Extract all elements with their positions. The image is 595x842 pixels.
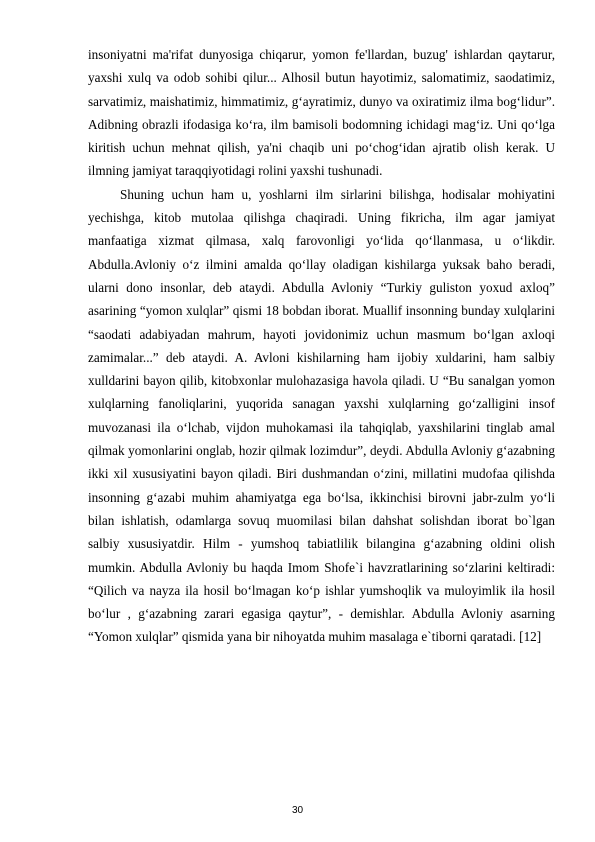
paragraph-1: insoniyatni ma'rifat dunyosiga chiqarur, yomon fe'llardan, buzug' ishlardan qaytarur, yaxshi xulq va odob sohibi qilur... Alhosil butun hayotimiz, salomatimiz, saodatimiz, sarvatimiz, maishatimiz, himmatimiz, g‘ayratimiz, dunyo va oxiratimiz ilma bog‘lidur”. Adibning obrazli ifodasiga ko‘ra, ilm bamisoli bodomning ichidagi mag‘iz. Uni qo‘lga kiritish uchun mehnat qilish, ya'ni chaqib uni po‘chog‘idan ajratib olish kerak. U ilmning jamiyat taraqqiyotidagi rolini yaxshi tushunadi. xyxy=(88,47,555,179)
paragraph-2: Shuning uchun ham u, yoshlarni ilm sirlarini bilishga, hodisalar mohiyatini yechishga, kitob mutolaa qilishga chaqiradi. Uning fikricha, ilm agar jamiyat manfaatiga xizmat qilmasa, xalq farovonligi yo‘lida qo‘llanmasa, u o‘likdir. Abdulla.Avloniy o‘z ilmini amalda qo‘llay oladigan kishilarga yuksak baho beradi, ularni dono insonlar, deb ataydi. Abdulla Avloniy “Turkiy guliston yoxud axloq” asarining “yomon xulqlar” qismi 18 bobdan iborat. Muallif insonning bunday xulqlarini “saodati adabiyadan mahrum, hayoti jovidonimiz uchun masmum bo‘lgan axloqi zamimalar...” deb ataydi. A. Avloni kishilarning ham ijobiy xuldarini, ham salbiy xulldarini bayon qilib, kitobxonlar mulohazasiga havola qiladi. U “Bu sanalgan yomon xulqlarning fanoliqlarini, yuqorida sanagan yaxshi xulqlarning go‘zalligini insof muvozanasi ila o‘lchab, vijdon muhokamasi ila tahqiqlab, yaxshilarini tinglab amal qilmak yomonlarini onglab, hozir qilmak lozimdur”, deydi. Abdulla Avloniy g‘azabning ikki xil xususiyatini bayon qiladi. Biri dushmandan o‘zini, millatini mudofaa qilishda insonning g‘azabi muhim ahamiyatga ega bo‘lsa, ikkinchisi birovni jabr-zulm yo‘li bilan ishlatish, odamlarga sovuq muomilasi bilan dahshat solishdan iborat bo`lgan salbiy xususiyatdir. Hilm - yumshoq tabiatlilik bilangina g‘azabning oldini olish mumkin. Abdulla Avloniy bu haqda Imom Shofe`i havzratlarining so‘zlarini keltiradi: “Qilich va nayza ila hosil bo‘lmagan ko‘p ishlar yumshoqlik va muloyimlik ila hosil bo‘lur , g‘azabning zarari egasiga qaytur”, - demishlar. Abdulla Avloniy asarning “Yomon xulqlar” qismida yana bir nihoyatda muhim masalaga e`tiborni qaratadi. [12] xyxy=(88,186,555,645)
body-text xyxy=(88,43,555,649)
page-number: 30 xyxy=(291,805,304,816)
